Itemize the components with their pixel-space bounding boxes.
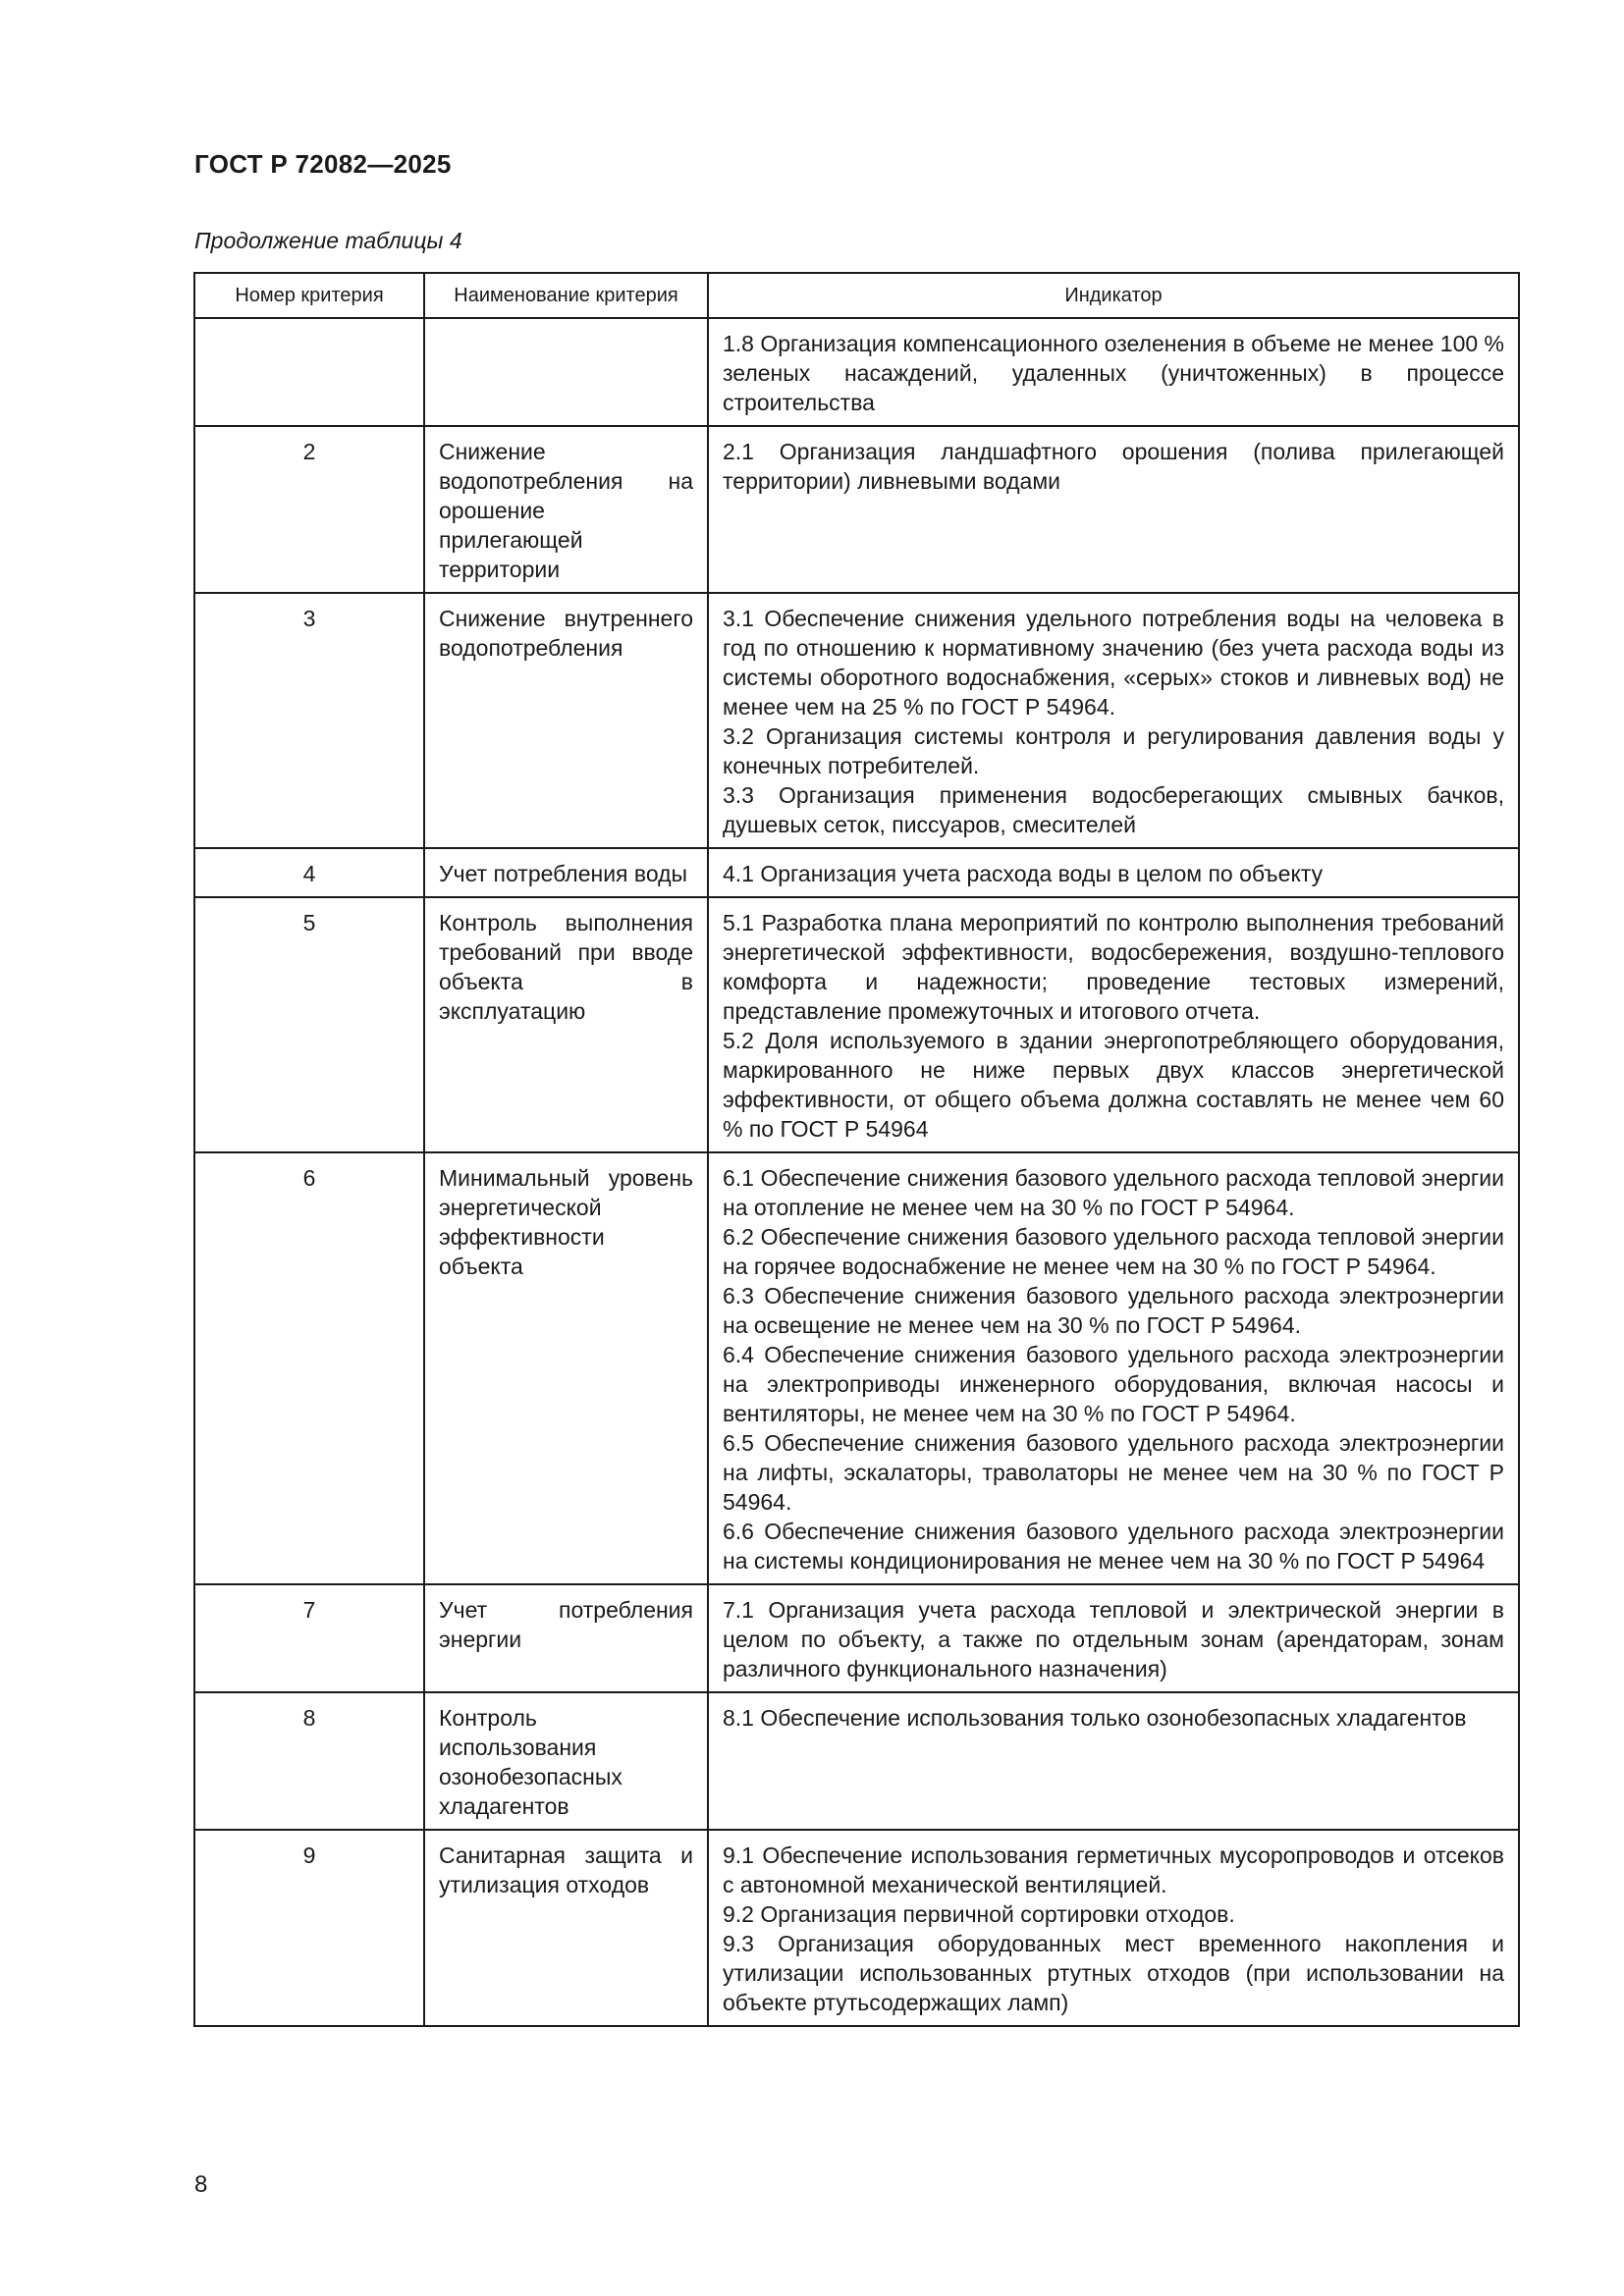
indicator-item: 6.1 Обеспечение снижения базового удельного расхода тепловой энергии на отопление не менее чем на 30 % по ГОСТ Р 54964. [723, 1165, 1504, 1220]
column-header-name: Наименование критерия [424, 273, 708, 318]
criterion-name: Учет потребления энергии [424, 1584, 708, 1692]
indicator-item: 4.1 Организация учета расхода воды в целом по объекту [723, 861, 1324, 886]
criterion-name [424, 318, 708, 426]
table-row [194, 848, 1519, 897]
table-row [194, 1692, 1519, 1830]
table-caption: Продолжение таблицы 4 [194, 228, 462, 253]
table-row [194, 426, 1519, 593]
table-body [194, 318, 1519, 2026]
criterion-indicators [708, 426, 1519, 593]
criterion-name: Минимальный уровень энергетической эффективности объекта [424, 1152, 708, 1584]
criterion-name: Контроль выполнения требований при вводе объекта в эксплуатацию [424, 897, 708, 1152]
table-header-row [194, 273, 1519, 318]
indicator-item: 8.1 Обеспечение использования только озонобезопасных хладагентов [723, 1705, 1467, 1731]
criterion-number: 2 [194, 426, 424, 593]
indicator-item: 2.1 Организация ландшафтного орошения (полива прилегающей территории) ливневыми водами [723, 439, 1504, 494]
criterion-number: 5 [194, 897, 424, 1152]
indicator-item: 3.2 Организация системы контроля и регулирования давления воды у конечных потребителей. [723, 723, 1504, 778]
criterion-indicators [708, 1692, 1519, 1830]
criterion-name: Санитарная защита и утилизация отходов [424, 1830, 708, 2026]
table-row [194, 1584, 1519, 1692]
indicator-item: 6.2 Обеспечение снижения базового удельного расхода тепловой энергии на горячее водоснабжение не менее чем на 30 % по ГОСТ Р 54964. [723, 1224, 1504, 1279]
column-header-number: Номер критерия [194, 273, 424, 318]
criterion-name: Снижение внутреннего водопотребления [424, 593, 708, 848]
indicator-item: 6.6 Обеспечение снижения базового удельного расхода электроэнергии на системы кондиционирования не менее чем на 30 % по ГОСТ Р 54964 [723, 1519, 1504, 1574]
table-row [194, 1152, 1519, 1584]
indicator-item: 1.8 Организация компенсационного озеленения в объеме не менее 100 % зеленых насаждений, удаленных (уничтоженных) в процессе строительства [723, 331, 1505, 415]
table-row [194, 897, 1519, 1152]
indicator-item: 9.3 Организация оборудованных мест временного накопления и утилизации использованных ртутных отходов (при использовании на объекте ртутьсодержащих ламп) [723, 1931, 1504, 2015]
criteria-table [193, 272, 1520, 2027]
indicator-item: 3.3 Организация применения водосберегающих смывных бачков, душевых сеток, писсуаров, смесителей [723, 782, 1504, 837]
criterion-number: 9 [194, 1830, 424, 2026]
indicator-item: 5.1 Разработка плана мероприятий по контролю выполнения требований энергетической эффективности, водосбережения, воздушно-теплового комфорта и надежности; проведение тестовых измерений, представление промежуточных и итогового отчета. [723, 910, 1504, 1024]
column-header-indicator: Индикатор [708, 273, 1519, 318]
criterion-name: Контроль использования озонобезопасных хладагентов [424, 1692, 708, 1830]
indicator-item: 3.1 Обеспечение снижения удельного потребления воды на человека в год по отношению к нормативному значению (без учета расхода воды из системы оборотного водоснабжения, «серых» стоков и ливневых вод) не менее чем на 25 % по ГОСТ Р 54964. [723, 606, 1504, 720]
criterion-number: 8 [194, 1692, 424, 1830]
criterion-number: 7 [194, 1584, 424, 1692]
indicator-item: 6.3 Обеспечение снижения базового удельного расхода электроэнергии на освещение не менее чем на 30 % по ГОСТ Р 54964. [723, 1283, 1504, 1338]
criterion-indicators [708, 318, 1519, 426]
criterion-number: 6 [194, 1152, 424, 1584]
indicator-item: 5.2 Доля используемого в здании энергопотребляющего оборудования, маркированного не ниже первых двух классов энергетической эффективности, от общего объема должна составлять не менее чем 60 % по ГОСТ Р 54964 [723, 1028, 1504, 1142]
criterion-number [194, 318, 424, 426]
indicator-item: 6.5 Обеспечение снижения базового удельного расхода электроэнергии на лифты, эскалаторы, траволаторы не менее чем на 30 % по ГОСТ Р 54964. [723, 1430, 1504, 1515]
document-code: ГОСТ Р 72082—2025 [194, 149, 452, 179]
indicator-item: 7.1 Организация учета расхода тепловой и электрической энергии в целом по объекту, а также по отдельным зонам (арендаторам, зонам различного функционального назначения) [723, 1597, 1504, 1682]
criterion-indicators [708, 1584, 1519, 1692]
indicator-item: 9.1 Обеспечение использования герметичных мусоропроводов и отсеков с автономной механической вентиляцией. [723, 1842, 1504, 1897]
criterion-indicators [708, 1152, 1519, 1584]
indicator-item: 9.2 Организация первичной сортировки отходов. [723, 1901, 1235, 1927]
criterion-indicators [708, 593, 1519, 848]
criterion-indicators [708, 897, 1519, 1152]
criterion-number: 3 [194, 593, 424, 848]
page-number: 8 [194, 2171, 208, 2198]
indicator-item: 6.4 Обеспечение снижения базового удельного расхода электроэнергии на электроприводы инженерного оборудования, включая насосы и вентиляторы, не менее чем на 30 % по ГОСТ Р 54964. [723, 1342, 1504, 1426]
table-row [194, 593, 1519, 848]
criterion-indicators [708, 848, 1519, 897]
table-row [194, 318, 1519, 426]
criterion-number: 4 [194, 848, 424, 897]
criterion-indicators [708, 1830, 1519, 2026]
table-row [194, 1830, 1519, 2026]
criterion-name: Снижение водопотребления на орошение прилегающей территории [424, 426, 708, 593]
criterion-name: Учет потребления воды [424, 848, 708, 897]
